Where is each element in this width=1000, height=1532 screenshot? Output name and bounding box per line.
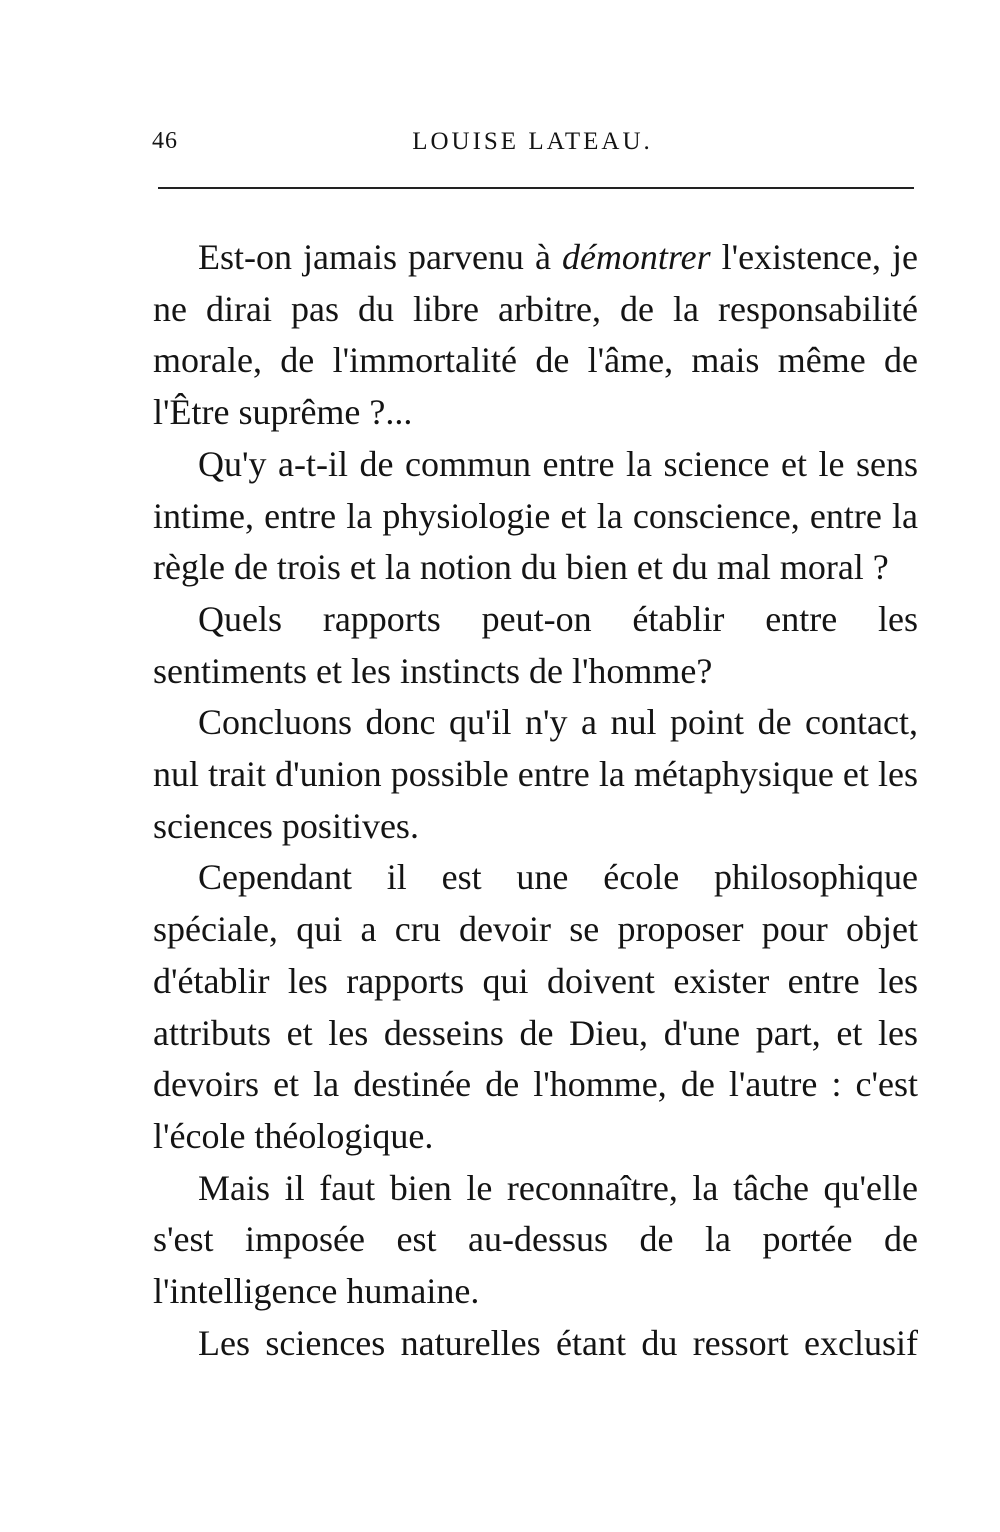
paragraph [153, 232, 918, 439]
paragraph: Mais il faut bien le reconnaître, la tâche qu'elle s'est imposée est au-dessus de la portée de l'intelligence humaine. [153, 1167, 918, 1312]
running-head: LOUISE LATEAU. [412, 128, 653, 155]
paragraph: Quels rapports peut-on établir entre les sentiments et les instincts de l'homme? [153, 598, 918, 691]
emphasized-word: démontrer [561, 237, 711, 277]
paragraph-text: Est-on jamais parvenu à [198, 237, 562, 277]
paragraph: Qu'y a-t-il de commun entre la science et le sens intime, entre la physiologie et la conscience, entre la règle de trois et la notion du bien et du mal moral ? [153, 443, 918, 588]
body-text [153, 232, 918, 1369]
page-number: 46 [152, 128, 178, 154]
paragraph: Les sciences naturelles étant du ressort exclusif [198, 1322, 918, 1363]
paragraph-text: l'existence, je ne dirai pas du libre arbitre, de la responsabilité morale, de l'immortalité de l'âme, mais même de l'Être suprême ?... [153, 237, 918, 433]
header-rule [158, 187, 914, 189]
paragraph: Concluons donc qu'il n'y a nul point de contact, nul trait d'union possible entre la métaphysique et les sciences positives. [153, 702, 918, 846]
paragraph: Cependant il est une école philosophique spéciale, qui a cru devoir se proposer pour objet d'établir les rapports qui doivent exister entre les attributs et les desseins de Dieu, d'une part, et les devoirs et la destinée de l'homme, de l'autre : c'est l'école théologique. [153, 857, 918, 1156]
page-header [150, 128, 915, 168]
